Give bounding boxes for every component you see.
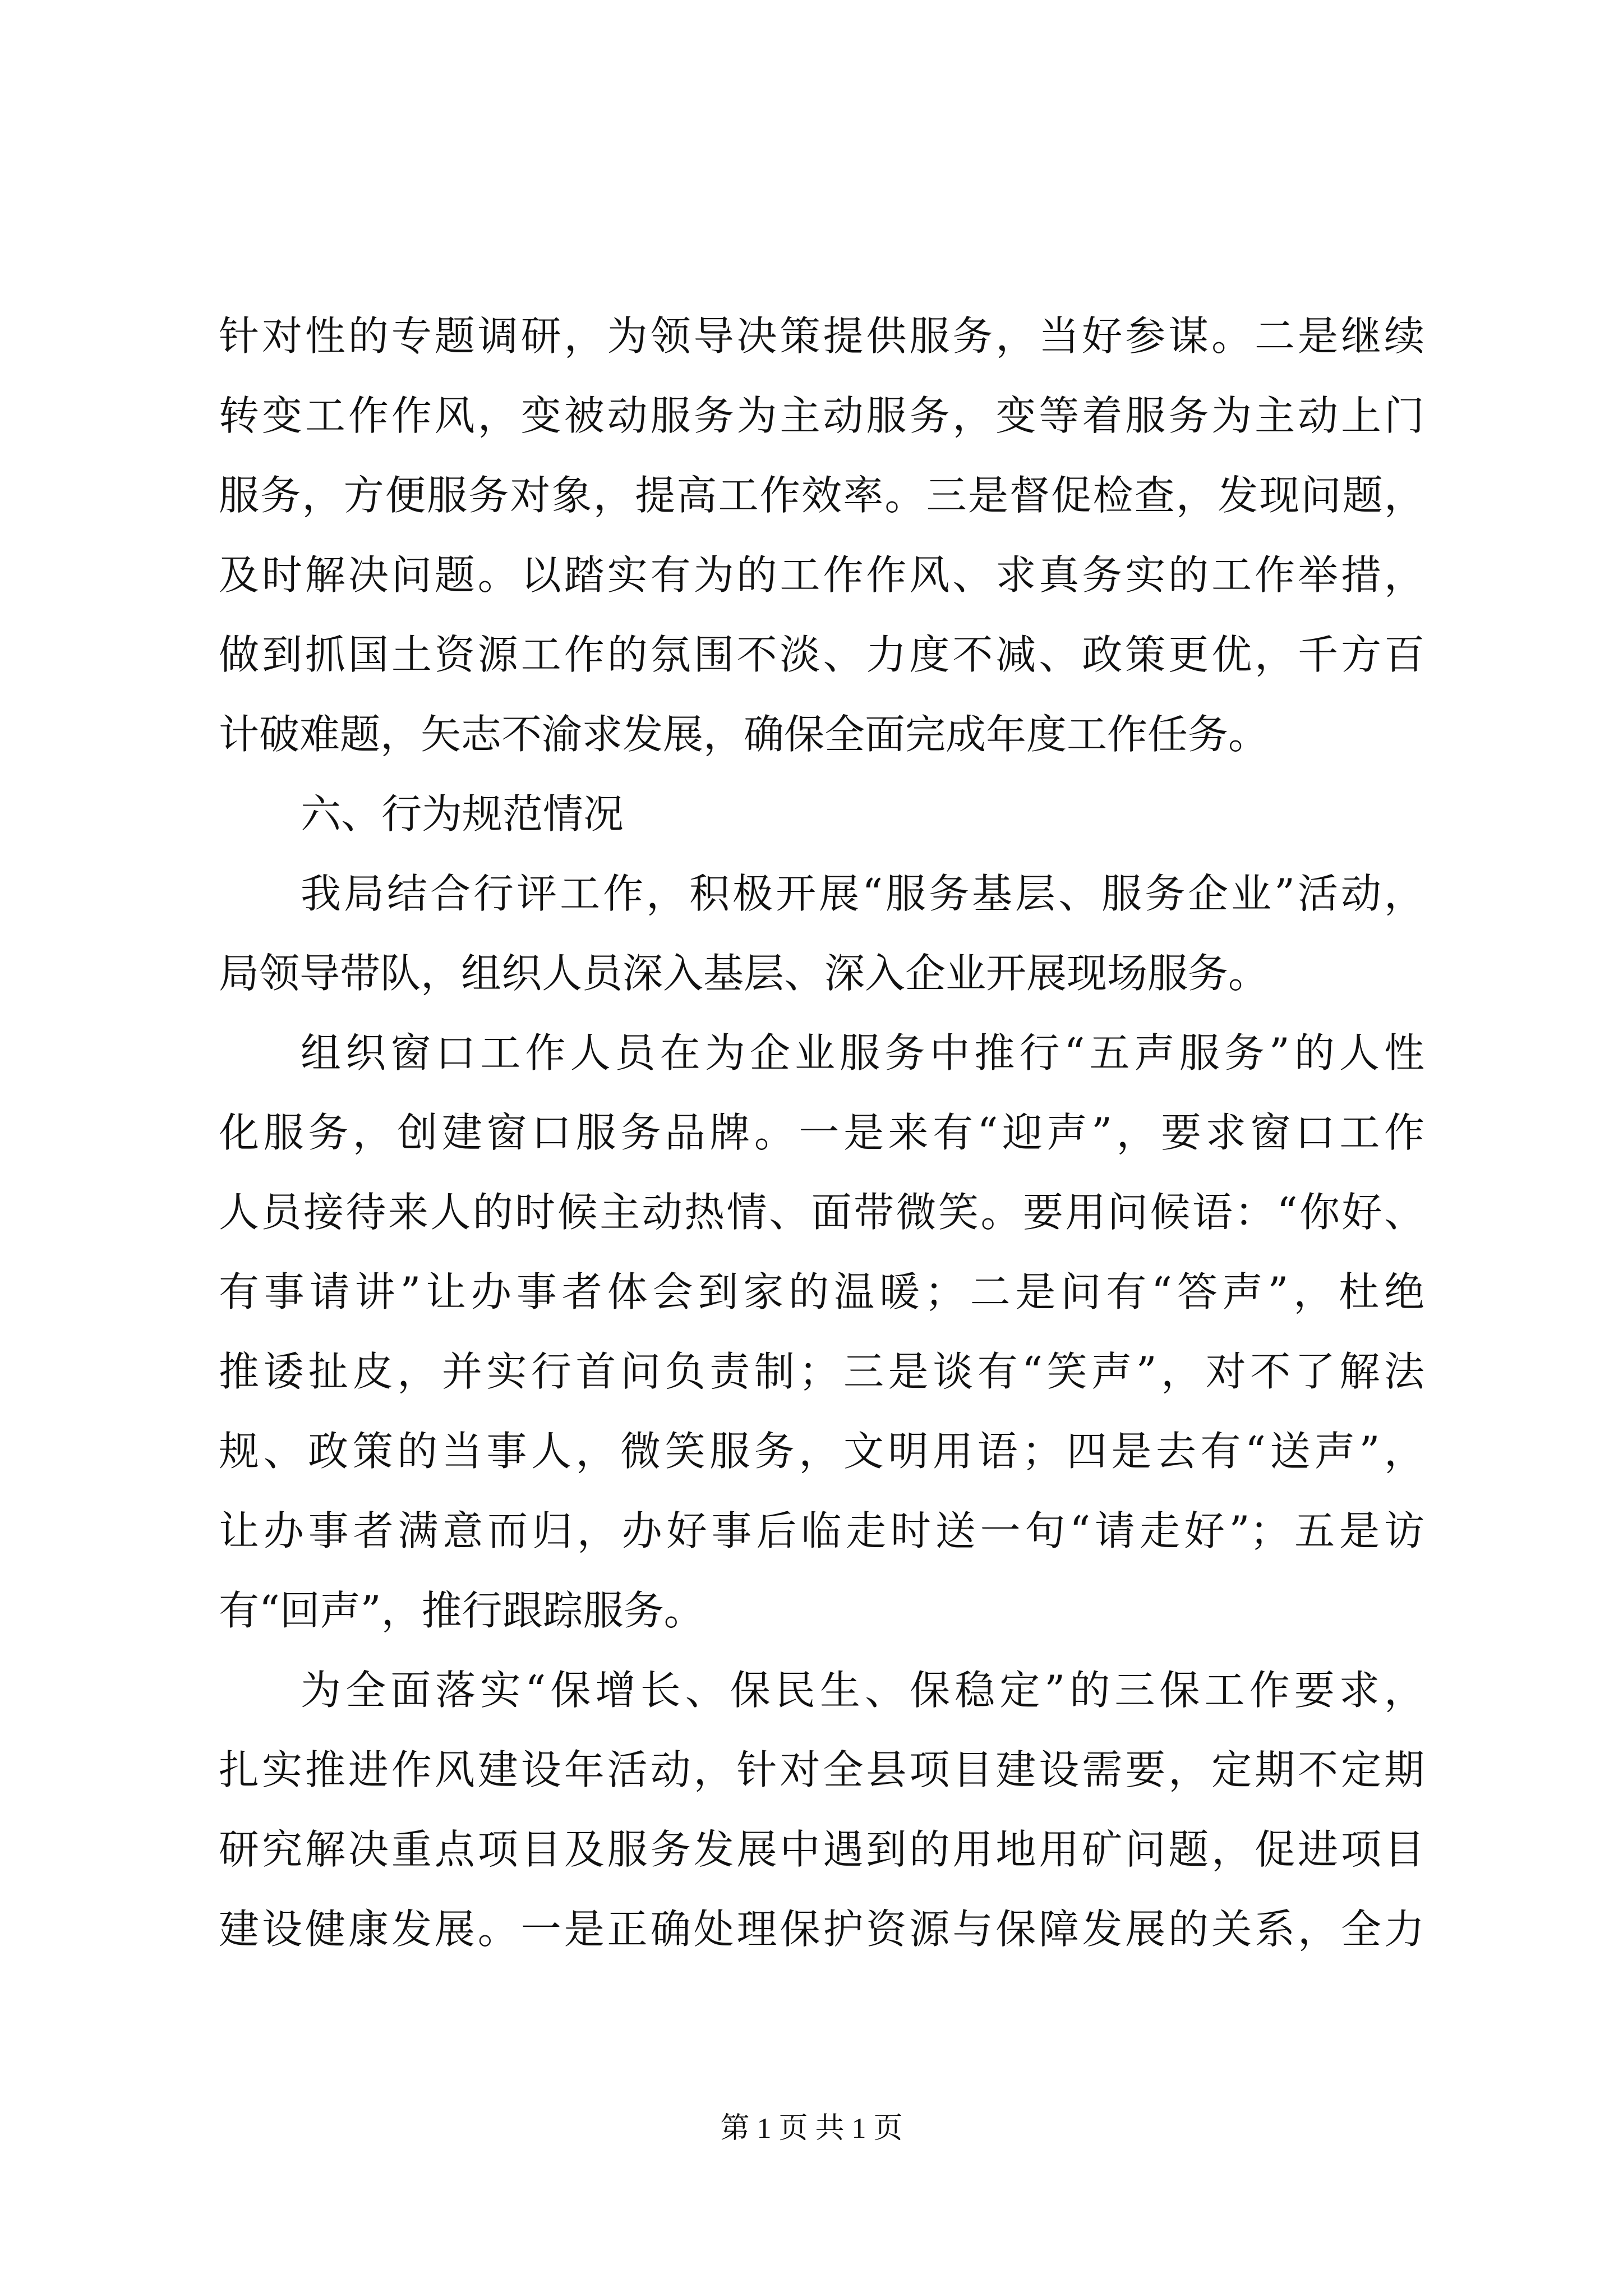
- text-line: 扎实推进作风建设年活动，针对全县项目建设需要，定期不定期: [219, 1746, 1424, 1793]
- text-line: 推诿扯皮，并实行首问负责制；三是谈有“笑声”，对不了解法: [219, 1348, 1424, 1395]
- text-line: 研究解决重点项目及服务发展中遇到的用地用矿问题，促进项目: [219, 1826, 1424, 1873]
- text-line: 转变工作作风，变被动服务为主动服务，变等着服务为主动上门: [219, 392, 1424, 439]
- text-line: 建设健康发展。一是正确处理保护资源与保障发展的关系，全力: [219, 1906, 1424, 1953]
- text-line: 做到抓国土资源工作的氛围不淡、力度不减、政策更优，千方百: [219, 631, 1424, 678]
- text-line: 局领导带队，组织人员深入基层、深入企业开展现场服务。: [219, 950, 1269, 997]
- text-line: 有事请讲”让办事者体会到家的温暖；二是问有“答声”，杜绝: [219, 1268, 1424, 1315]
- page-footer: 第 1 页 共 1 页: [720, 2113, 903, 2145]
- text-line: 我局结合行评工作，积极开展“服务基层、服务企业”活动，: [301, 870, 1424, 917]
- document-body: [219, 296, 1424, 1969]
- text-line: 针对性的专题调研，为领导决策提供服务，当好参谋。二是继续: [219, 312, 1424, 360]
- text-line: 组织窗口工作人员在为企业服务中推行“五声服务”的人性: [301, 1029, 1424, 1076]
- text-line: 服务，方便服务对象，提高工作效率。三是督促检查，发现问题，: [219, 472, 1424, 519]
- text-line: 及时解决问题。以踏实有为的工作作风、求真务实的工作举措，: [219, 551, 1424, 599]
- text-line: 规、政策的当事人，微笑服务，文明用语；四是去有“送声”，: [219, 1428, 1424, 1475]
- section-heading: 六、行为规范情况: [301, 790, 624, 838]
- text-line: 化服务，创建窗口服务品牌。一是来有“迎声”，要求窗口工作: [219, 1109, 1424, 1156]
- text-line: 计破难题，矢志不渝求发展，确保全面完成年度工作任务。: [219, 711, 1269, 758]
- text-line: 让办事者满意而归，办好事后临走时送一句“请走好”；五是访: [219, 1507, 1424, 1554]
- text-line: 有“回声”，推行跟踪服务。: [219, 1587, 704, 1634]
- text-line: 人员接待来人的时候主动热情、面带微笑。要用问候语：“你好、: [219, 1189, 1424, 1236]
- text-line: 为全面落实“保增长、保民生、保稳定”的三保工作要求，: [301, 1667, 1424, 1714]
